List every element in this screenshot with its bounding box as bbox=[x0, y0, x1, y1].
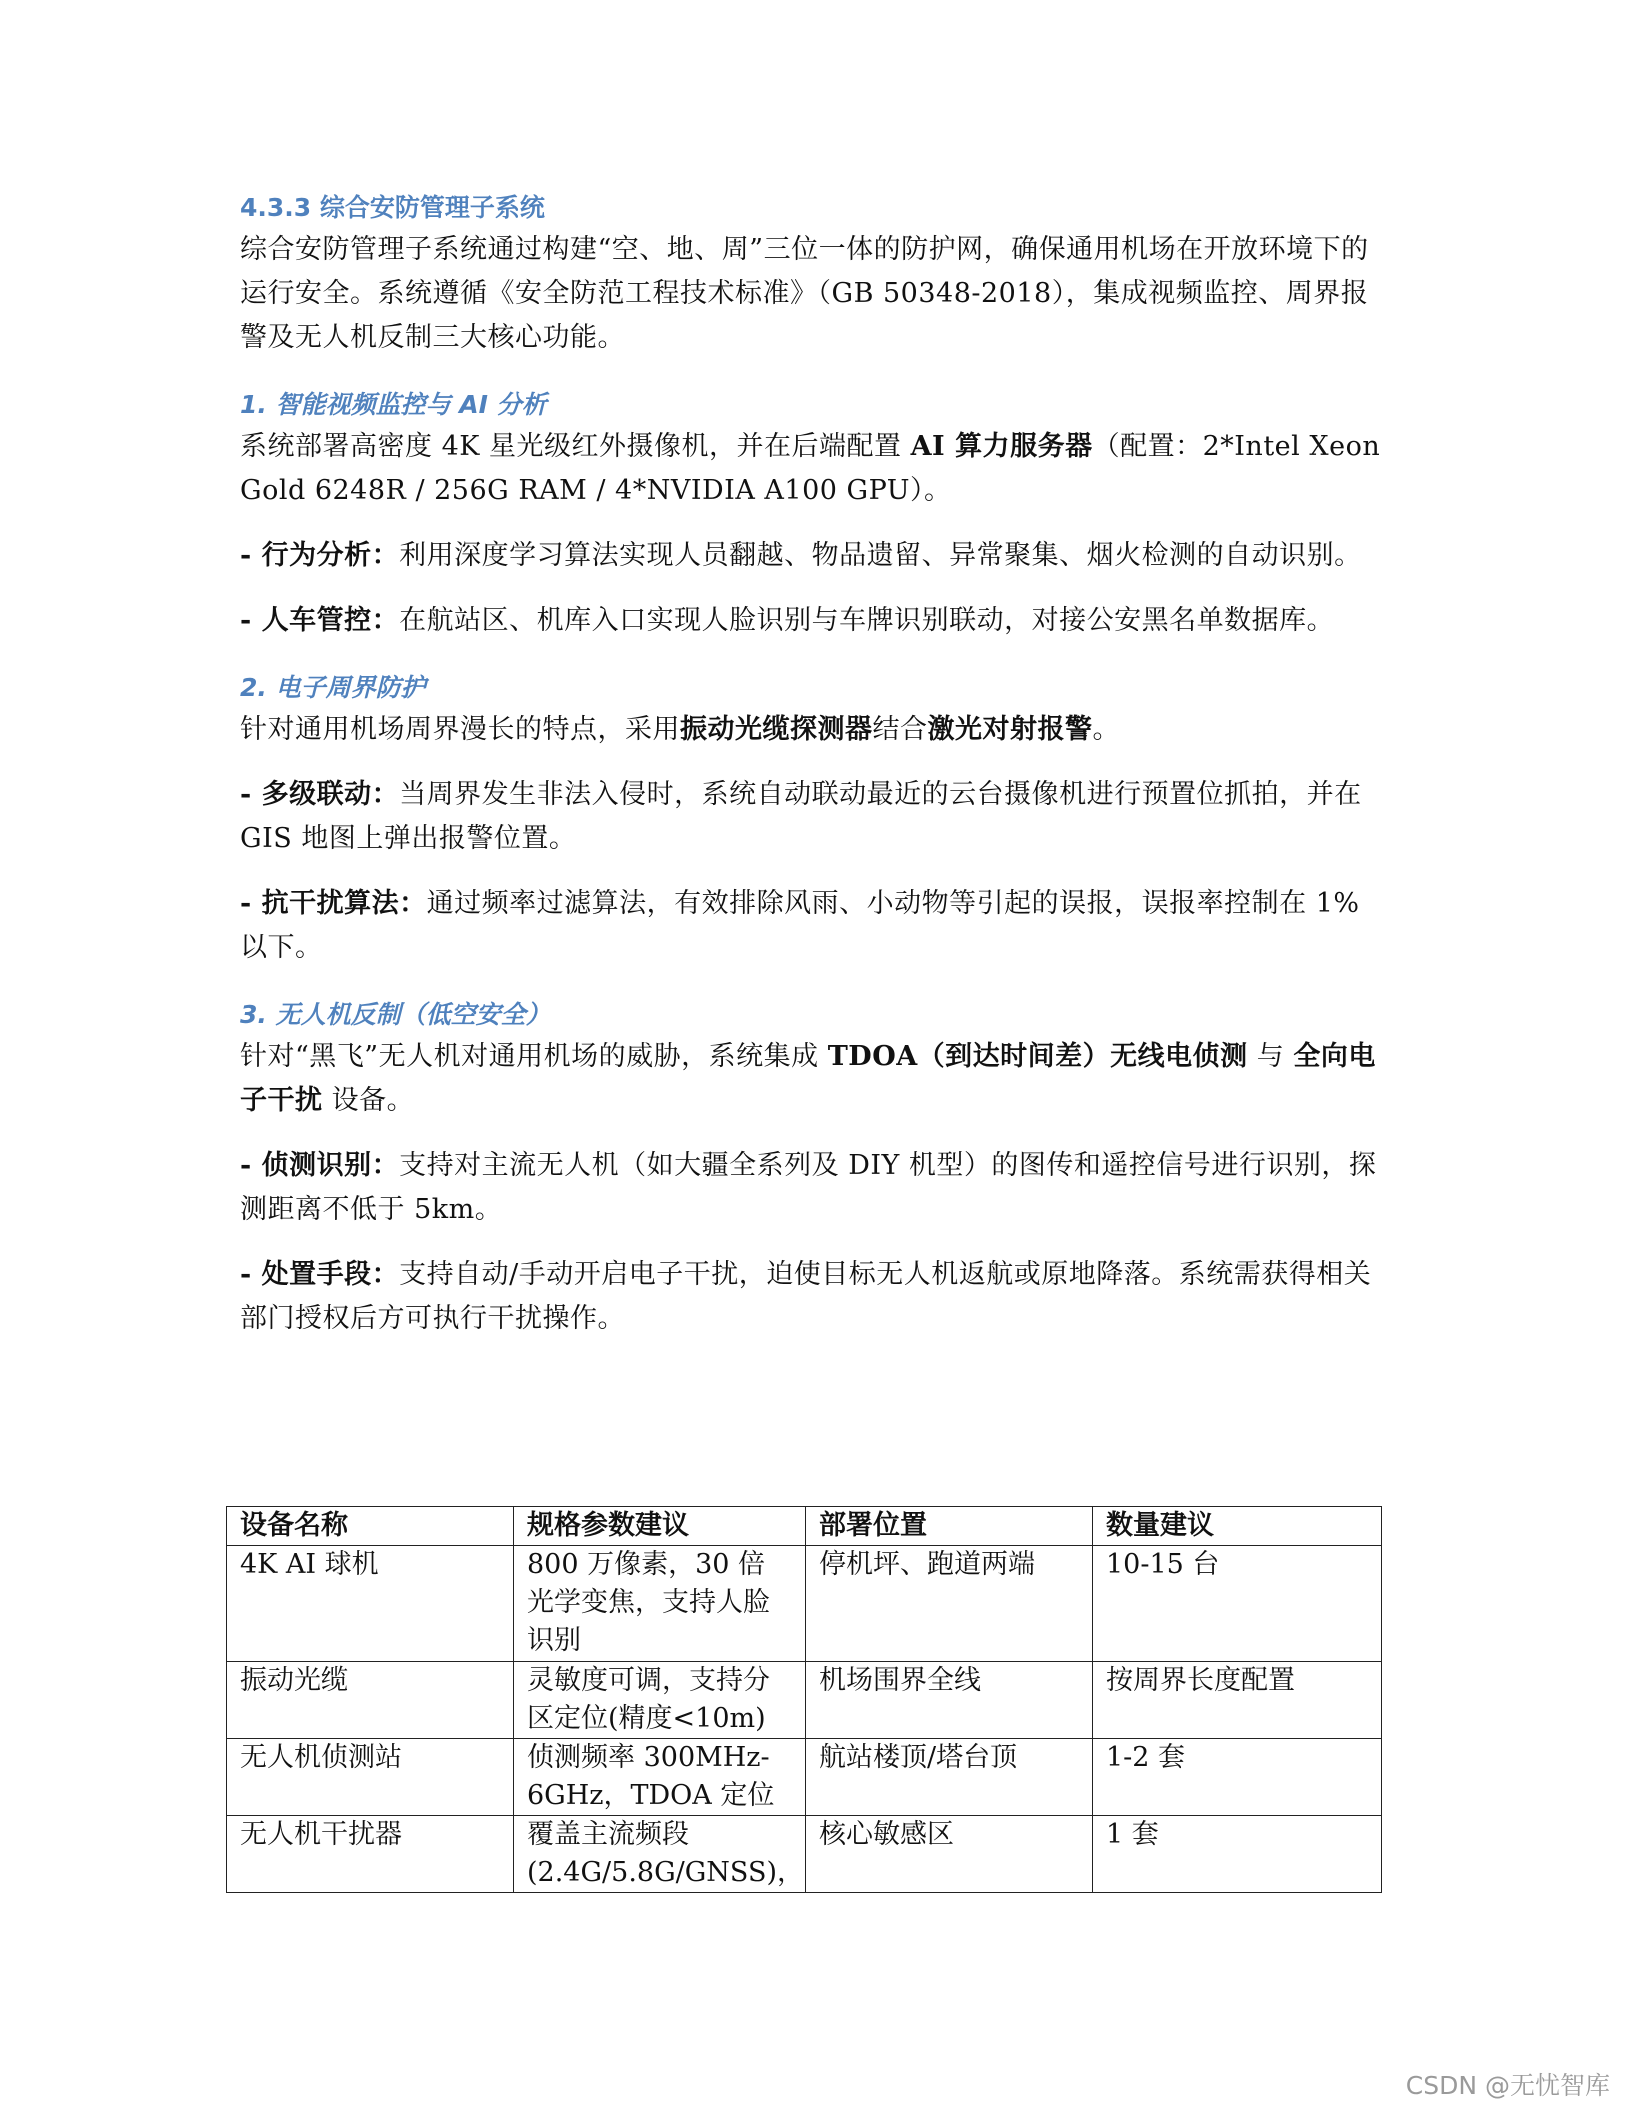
bullet-label: - 多级联动： bbox=[240, 779, 400, 810]
subsection-heading-drone: 3. 无人机反制（低空安全） bbox=[240, 1000, 551, 1029]
table-cell: 停机坪、跑道两端 bbox=[806, 1546, 1093, 1662]
table-cell: 无人机侦测站 bbox=[227, 1739, 514, 1816]
paragraph-video-deploy bbox=[240, 425, 1392, 513]
table-cell: 覆盖主流频段(2.4G/5.8G/GNSS)， bbox=[514, 1816, 806, 1893]
table-header-row bbox=[227, 1507, 1382, 1546]
bullet-countermeasure bbox=[240, 1253, 1392, 1341]
table-header-cell: 设备名称 bbox=[227, 1507, 514, 1546]
table-cell: 800 万像素，30 倍光学变焦，支持人脸识别 bbox=[514, 1546, 806, 1662]
table-cell: 机场围界全线 bbox=[806, 1662, 1093, 1739]
bullet-text: 通过频率过滤算法，有效排除风雨、小动物等引起的误报，误报率控制在 1% 以下。 bbox=[240, 888, 1360, 963]
table-cell: 核心敏感区 bbox=[806, 1816, 1093, 1893]
bold-term-tdoa: TDOA（到达时间差）无线电侦测 bbox=[827, 1041, 1248, 1072]
table-header-cell: 规格参数建议 bbox=[514, 1507, 806, 1546]
text-run: 系统部署高密度 4K 星光级红外摄像机，并在后端配置 bbox=[240, 431, 911, 462]
text-run: 设备。 bbox=[322, 1085, 415, 1116]
bullet-label: - 行为分析： bbox=[240, 540, 400, 571]
table-row bbox=[227, 1662, 1382, 1739]
csdn-watermark: CSDN @无忧智库 bbox=[1405, 2071, 1610, 2100]
table-cell: 10-15 台 bbox=[1093, 1546, 1382, 1662]
text-run: 。 bbox=[1092, 714, 1120, 745]
table-cell: 侦测频率 300MHz-6GHz，TDOA 定位 bbox=[514, 1739, 806, 1816]
table-cell: 按周界长度配置 bbox=[1093, 1662, 1382, 1739]
bullet-label: - 抗干扰算法： bbox=[240, 888, 427, 919]
text-run: 针对通用机场周界漫长的特点，采用 bbox=[240, 714, 680, 745]
subsection-heading-perimeter: 2. 电子周界防护 bbox=[240, 673, 426, 702]
bullet-label: - 处置手段： bbox=[240, 1259, 400, 1290]
table-cell: 振动光缆 bbox=[227, 1662, 514, 1739]
table-cell: 灵敏度可调，支持分区定位(精度<10m) bbox=[514, 1662, 806, 1739]
subsection-heading-video: 1. 智能视频监控与 AI 分析 bbox=[240, 390, 547, 419]
table-cell: 4K AI 球机 bbox=[227, 1546, 514, 1662]
bullet-detection bbox=[240, 1144, 1392, 1232]
section-intro: 综合安防管理子系统通过构建“空、地、周”三位一体的防护网，确保通用机场在开放环境下的运行安全。系统遵循《安全防范工程技术标准》（GB 50348-2018），集成视频监控、周界报警及无人机反制三大核心功能。 bbox=[240, 234, 1369, 353]
bullet-text: 在航站区、机库入口实现人脸识别与车牌识别联动，对接公安黑名单数据库。 bbox=[399, 605, 1335, 636]
bold-term-laser: 激光对射报警 bbox=[927, 714, 1093, 745]
table-cell: 1 套 bbox=[1093, 1816, 1382, 1893]
table-row bbox=[227, 1546, 1382, 1662]
paragraph-drone-intro bbox=[240, 1035, 1392, 1123]
bullet-text: 当周界发生非法入侵时，系统自动联动最近的云台摄像机进行预置位抓拍，并在 GIS 地图上弹出报警位置。 bbox=[240, 779, 1362, 854]
table-header-cell: 部署位置 bbox=[806, 1507, 1093, 1546]
document-body bbox=[240, 188, 1392, 1366]
bullet-text: 支持自动/手动开启电子干扰，迫使目标无人机返航或原地降落。系统需获得相关部门授权后方可执行干扰操作。 bbox=[240, 1259, 1372, 1334]
section-heading: 4.3.3 综合安防管理子系统 bbox=[240, 193, 545, 222]
bullet-multi-linkage bbox=[240, 773, 1392, 861]
text-run: 与 bbox=[1247, 1041, 1294, 1072]
text-run: 针对“黑飞”无人机对通用机场的威胁，系统集成 bbox=[240, 1041, 828, 1072]
bullet-text: 支持对主流无人机（如大疆全系列及 DIY 机型）的图传和遥控信号进行识别，探测距离不低于 5km。 bbox=[240, 1150, 1377, 1225]
equipment-table bbox=[226, 1506, 1382, 1893]
table-cell: 航站楼顶/塔台顶 bbox=[806, 1739, 1093, 1816]
bold-term-fiber: 振动光缆探测器 bbox=[680, 714, 873, 745]
text-run: （配置：2*Intel Xeon Gold 6248R / 256G RAM / 4*NVIDIA A100 GPU）。 bbox=[240, 431, 1381, 506]
table-row bbox=[227, 1739, 1382, 1816]
bullet-label: - 侦测识别： bbox=[240, 1150, 400, 1181]
bold-term-ai-server: AI 算力服务器 bbox=[910, 431, 1093, 462]
bold-term-jamming: 全向电子干扰 bbox=[240, 1041, 1376, 1116]
bullet-anti-interference bbox=[240, 882, 1392, 970]
table-cell: 无人机干扰器 bbox=[227, 1816, 514, 1893]
text-run: 结合 bbox=[872, 714, 928, 745]
table-row bbox=[227, 1816, 1382, 1893]
bullet-behavior-analysis bbox=[240, 534, 1392, 578]
bullet-label: - 人车管控： bbox=[240, 605, 400, 636]
table-cell: 1-2 套 bbox=[1093, 1739, 1382, 1816]
bullet-vehicle-control bbox=[240, 599, 1392, 643]
bullet-text: 利用深度学习算法实现人员翻越、物品遗留、异常聚集、烟火检测的自动识别。 bbox=[399, 540, 1362, 571]
table-header-cell: 数量建议 bbox=[1093, 1507, 1382, 1546]
paragraph-perimeter-intro bbox=[240, 708, 1392, 752]
